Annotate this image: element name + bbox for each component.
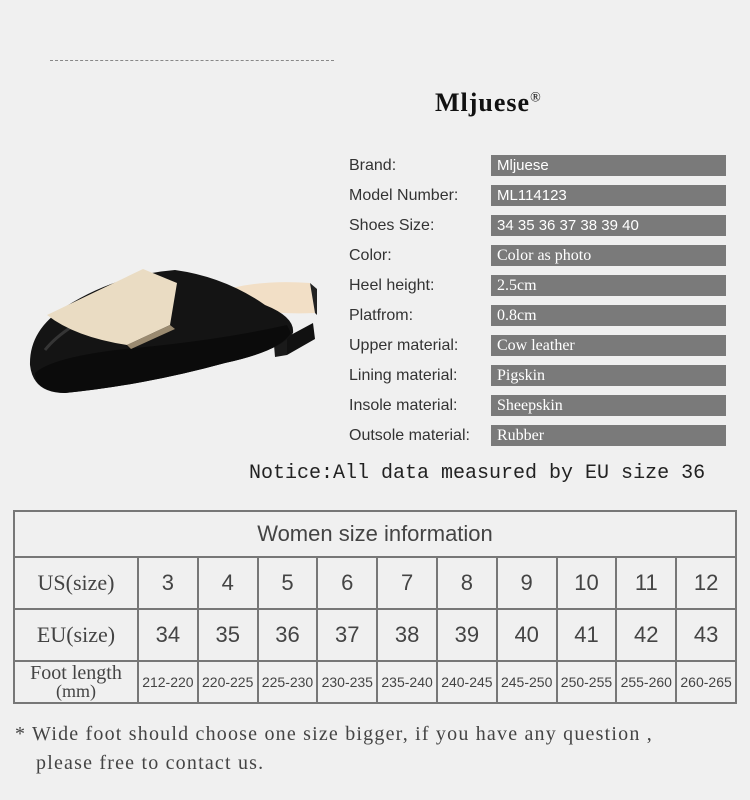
spec-row-platform — [349, 302, 729, 332]
size-cell: 235-240 — [377, 661, 437, 703]
spec-label: Heel height: — [349, 277, 435, 294]
size-cell: 7 — [377, 557, 437, 609]
size-cell: 40 — [497, 609, 557, 661]
size-row-us — [14, 557, 736, 609]
size-cell: 39 — [437, 609, 497, 661]
size-cell: 240-245 — [437, 661, 497, 703]
spec-row-lining-material — [349, 362, 729, 392]
spec-label: Insole material: — [349, 397, 458, 414]
size-cell: 225-230 — [258, 661, 318, 703]
spec-value: 0.8cm — [491, 305, 726, 326]
spec-label: Model Number: — [349, 187, 459, 204]
size-cell: 36 — [258, 609, 318, 661]
spec-row-insole-material — [349, 392, 729, 422]
spec-label: Color: — [349, 247, 392, 264]
spec-value: Cow leather — [491, 335, 726, 356]
size-cell: 220-225 — [198, 661, 258, 703]
size-cell: 230-235 — [317, 661, 377, 703]
size-cell: 9 — [497, 557, 557, 609]
footnote-line-2: please free to contact us. — [36, 752, 265, 774]
size-row-eu — [14, 609, 736, 661]
size-row-foot-length — [14, 661, 736, 703]
size-cell: 38 — [377, 609, 437, 661]
footnote-line-1: * Wide foot should choose one size bigger, if you have any question , — [15, 723, 653, 745]
size-cell: 11 — [616, 557, 676, 609]
size-cell: 42 — [616, 609, 676, 661]
footnote — [15, 720, 745, 778]
spec-value: Rubber — [491, 425, 726, 446]
spec-row-model-number — [349, 182, 729, 212]
spec-row-outsole-material — [349, 422, 729, 452]
row-label: EU(size) — [14, 609, 138, 661]
row-label — [14, 661, 138, 703]
spec-label: Platfrom: — [349, 307, 414, 324]
spec-value: 2.5cm — [491, 275, 726, 296]
size-chart-title: Women size information — [14, 511, 736, 557]
size-cell: 43 — [676, 609, 736, 661]
spec-value: Sheepskin — [491, 395, 726, 416]
spec-row-brand — [349, 152, 729, 182]
product-image-mule-shoe — [25, 255, 325, 405]
size-cell: 12 — [676, 557, 736, 609]
size-cell: 260-265 — [676, 661, 736, 703]
size-chart-title-row — [14, 511, 736, 557]
spec-value: 34 35 36 37 38 39 40 — [491, 215, 726, 236]
row-label-unit: (mm) — [56, 681, 96, 701]
spec-value: ML114123 — [491, 185, 726, 206]
spec-label: Brand: — [349, 157, 397, 174]
spec-value: Color as photo — [491, 245, 726, 266]
size-cell: 5 — [258, 557, 318, 609]
spec-row-shoes-size — [349, 212, 729, 242]
size-cell: 41 — [557, 609, 617, 661]
size-chart-table — [13, 510, 737, 704]
spec-label: Lining material: — [349, 367, 458, 384]
spec-value: Mljuese — [491, 155, 726, 176]
size-cell: 34 — [138, 609, 198, 661]
size-cell: 250-255 — [557, 661, 617, 703]
spec-row-upper-material — [349, 332, 729, 362]
decorative-dashed-line — [50, 60, 334, 61]
size-cell: 10 — [557, 557, 617, 609]
size-cell: 255-260 — [616, 661, 676, 703]
spec-row-color — [349, 242, 729, 272]
size-cell: 37 — [317, 609, 377, 661]
brand-logo: Mljuese® — [435, 88, 542, 117]
row-label: US(size) — [14, 557, 138, 609]
spec-row-heel-height — [349, 272, 729, 302]
size-cell: 6 — [317, 557, 377, 609]
spec-label: Shoes Size: — [349, 217, 435, 234]
product-specs — [349, 152, 729, 452]
size-cell: 212-220 — [138, 661, 198, 703]
spec-label: Outsole material: — [349, 427, 470, 444]
size-cell: 3 — [138, 557, 198, 609]
size-cell: 4 — [198, 557, 258, 609]
size-cell: 35 — [198, 609, 258, 661]
size-cell: 245-250 — [497, 661, 557, 703]
spec-label: Upper material: — [349, 337, 459, 354]
row-label-text: Foot length — [30, 662, 122, 684]
size-cell: 8 — [437, 557, 497, 609]
spec-value: Pigskin — [491, 365, 726, 386]
size-notice: Notice:All data measured by EU size 36 — [249, 462, 706, 485]
